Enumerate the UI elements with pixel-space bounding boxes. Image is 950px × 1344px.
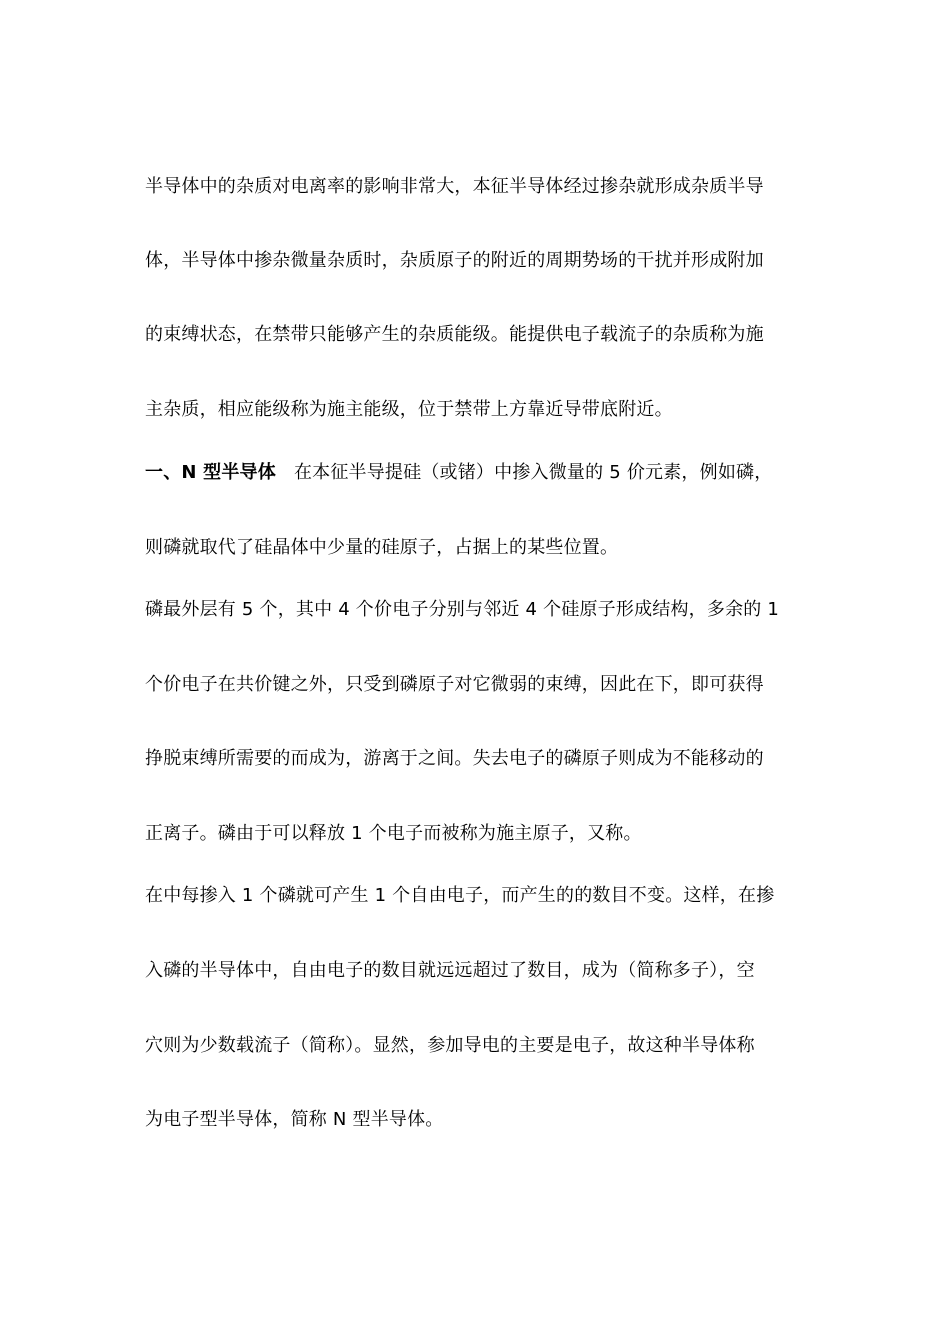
text-line: 正离子。磷由于可以释放 1 个电子而被称为施主原子，又称。	[145, 823, 642, 844]
text-line: 穴则为少数载流子（简称）。显然，参加导电的主要是电子，故这种半导体称	[145, 1035, 755, 1056]
text-line: 则磷就取代了硅晶体中少量的硅原子，占据上的某些位置。	[145, 537, 619, 558]
text-line: 在中每掺入 1 个磷就可产生 1 个自由电子，而产生的的数目不变。这样，在掺	[145, 885, 775, 906]
text-line: 为电子型半导体，简称 N 型半导体。	[145, 1109, 444, 1130]
text-line: 入磷的半导体中，自由电子的数目就远远超过了数目，成为（简称多子），空	[145, 960, 755, 981]
text-line: 半导体中的杂质对电离率的影响非常大，本征半导体经过掺杂就形成杂质半导	[145, 176, 764, 197]
text-line: 挣脱束缚所需要的而成为，游离于之间。失去电子的磷原子则成为不能移动的	[145, 748, 764, 769]
text-line: 体，半导体中掺杂微量杂质时，杂质原子的附近的周期势场的干扰并形成附加	[145, 250, 764, 271]
text-line: 的束缚状态，在禁带只能够产生的杂质能级。能提供电子载流子的杂质称为施	[145, 324, 764, 345]
section-heading: 一、N 型半导体	[145, 462, 276, 483]
text-line: 在本征半导提硅（或锗）中掺入微量的 5 价元素，例如磷，	[293, 462, 773, 483]
text-line: 主杂质，相应能级称为施主能级，位于禁带上方靠近导带底附近。	[145, 399, 673, 420]
text-line: 个价电子在共价键之外，只受到磷原子对它微弱的束缚，因此在下，即可获得	[145, 674, 764, 695]
text-line: 磷最外层有 5 个，其中 4 个价电子分别与邻近 4 个硅原子形成结构，多余的 1	[145, 599, 780, 620]
section-heading-line	[145, 461, 805, 485]
